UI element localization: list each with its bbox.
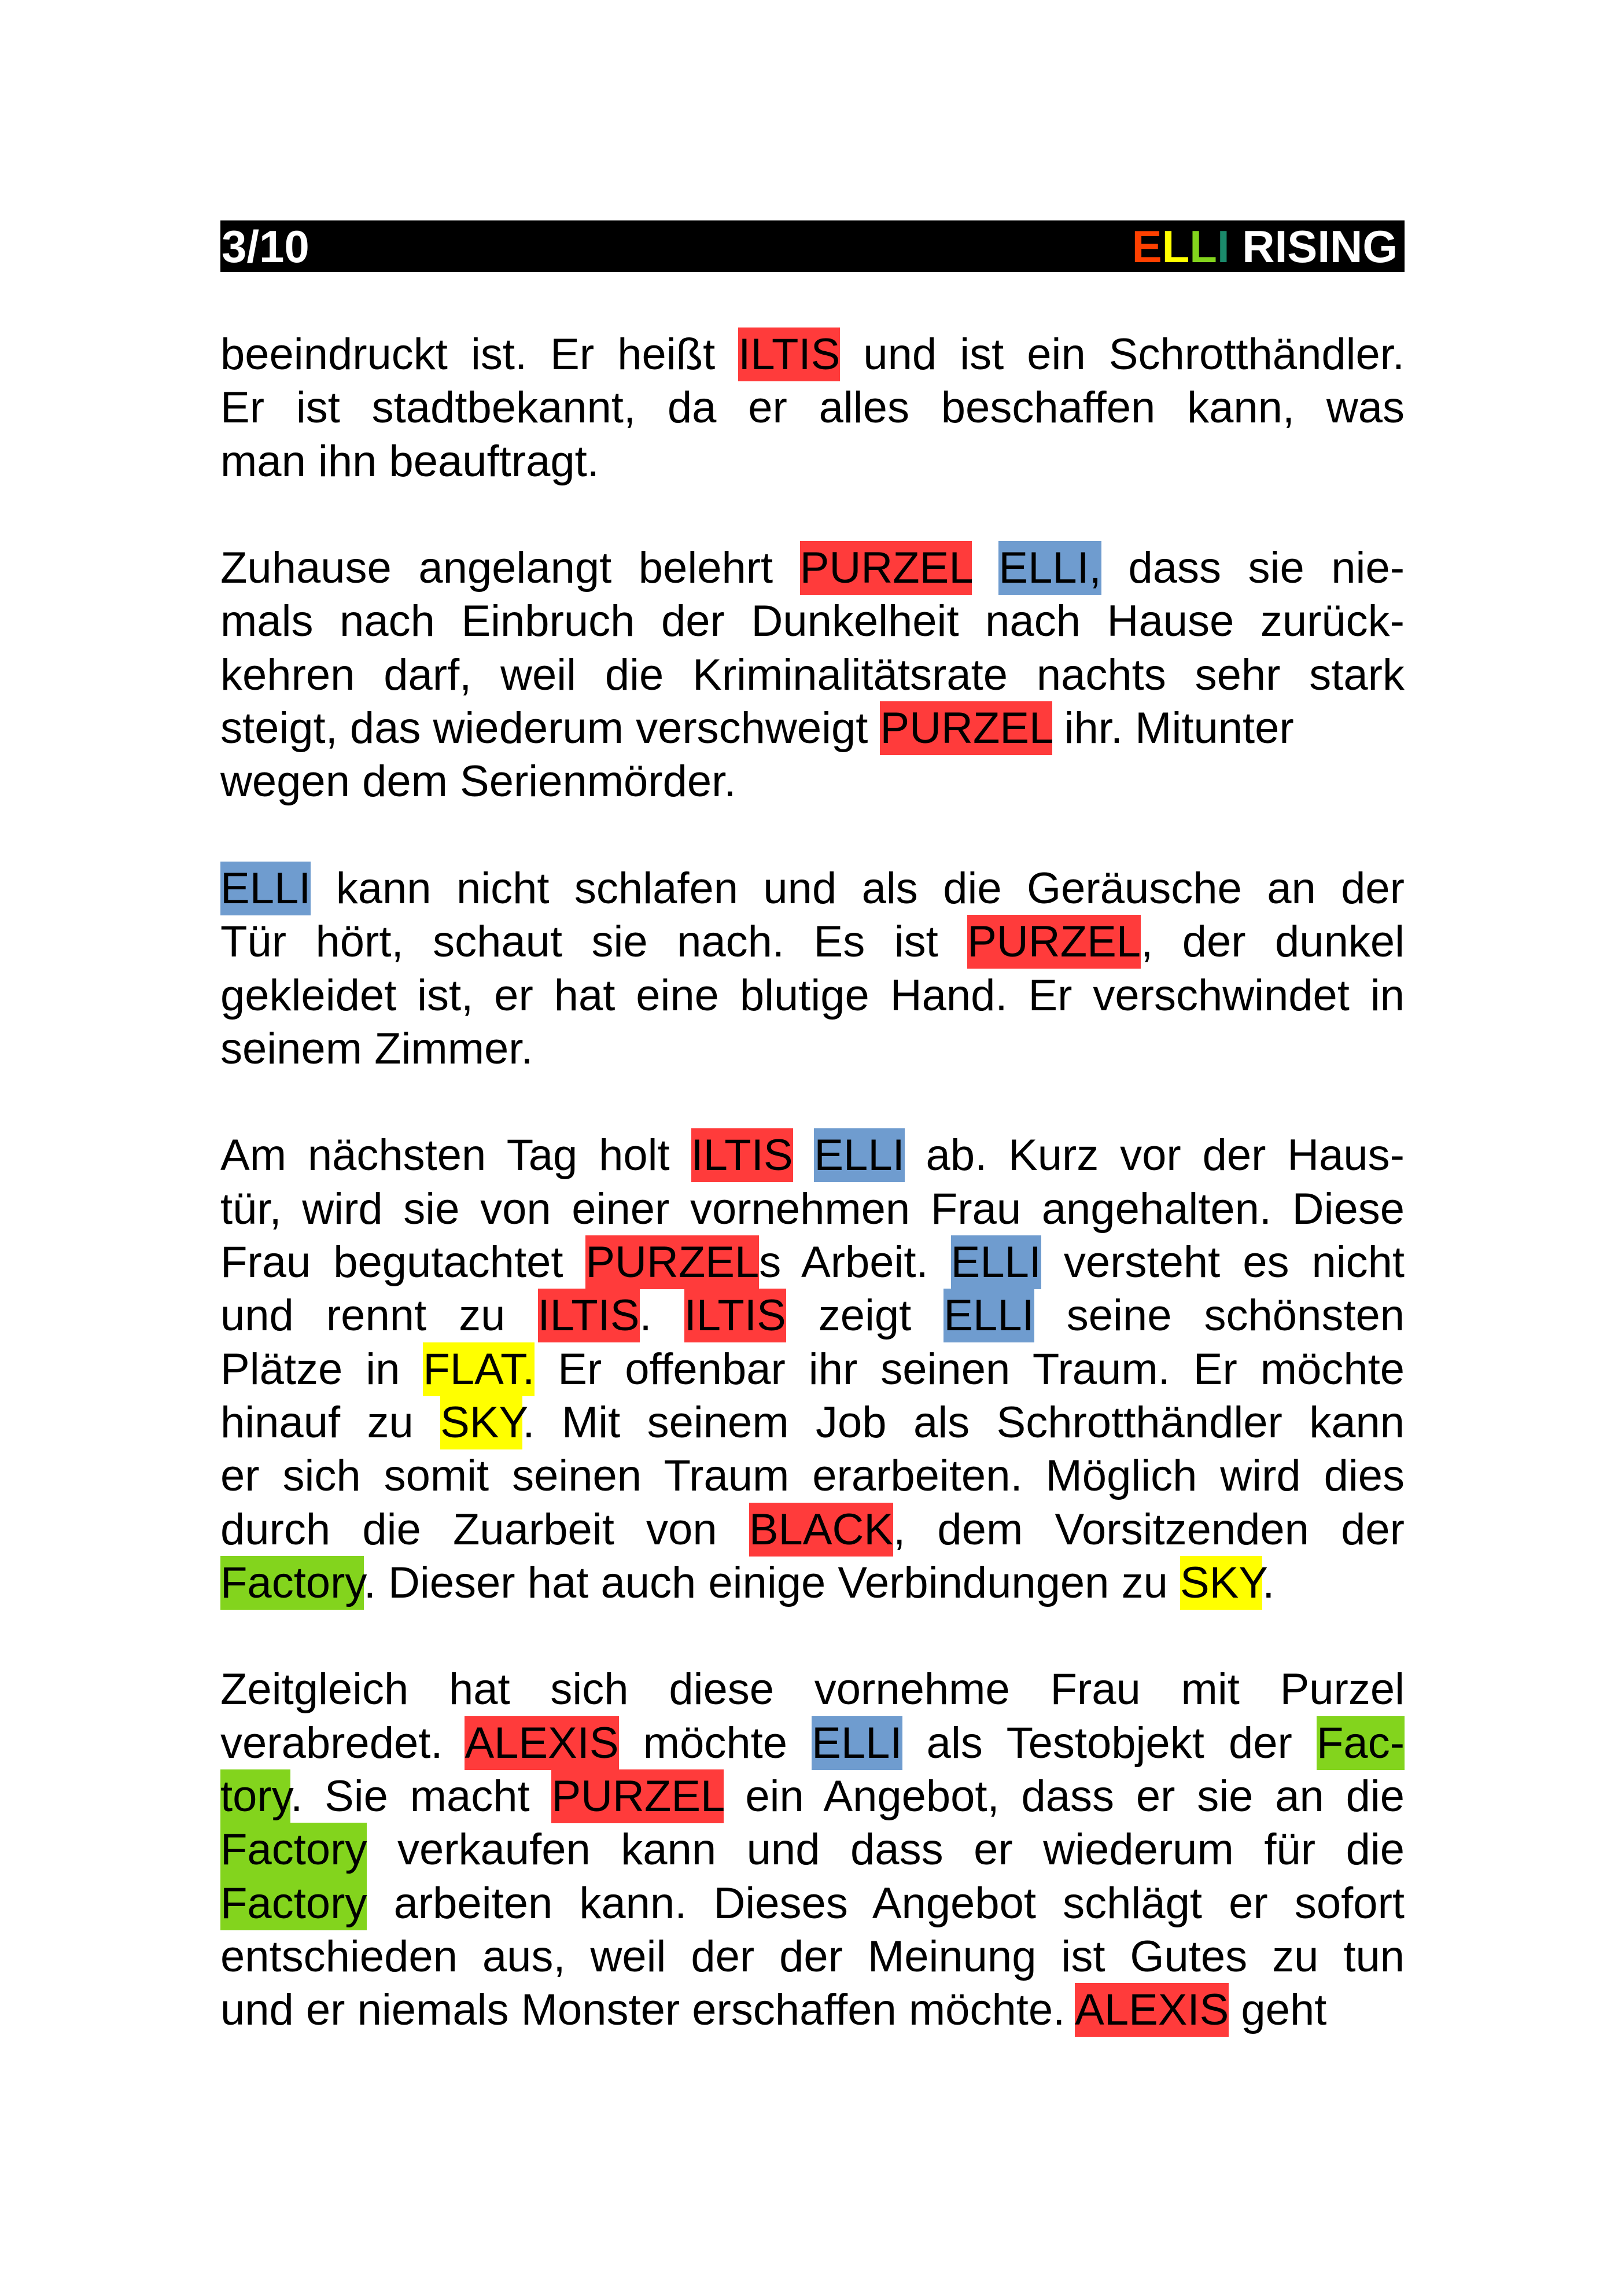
title-letter: L (1189, 220, 1217, 272)
text-line (220, 595, 1405, 648)
text-run (972, 543, 999, 593)
text-line (220, 1930, 1405, 1984)
text-run: . Mit seinem Job als Schrotthändler kann (522, 1397, 1405, 1447)
paragraph (220, 1129, 1405, 1610)
name-highlight-blue: ELLI (951, 1235, 1041, 1289)
text-run: entschieden aus, weil der der Meinung ist Gutes zu tun (220, 1931, 1405, 1981)
text-run: hinauf zu (220, 1397, 441, 1447)
text-run: zeigt (786, 1291, 944, 1341)
text-line (220, 1343, 1405, 1396)
name-highlight-red: PURZEL (585, 1235, 759, 1289)
text-line (220, 1984, 1405, 2037)
name-highlight-green: Factory (220, 1556, 364, 1610)
text-line (220, 1717, 1405, 1770)
text-run: gekleidet ist, er hat eine blutige Hand. Er verschwindet in (220, 970, 1405, 1020)
text-run: Er ist stadtbekannt, da er alles beschaffen kann, was (220, 383, 1405, 433)
name-highlight-green: tory (220, 1769, 290, 1823)
text-line (220, 1823, 1405, 1876)
text-run: und ist ein Schrotthändler. (840, 330, 1405, 379)
paragraph (220, 862, 1405, 1076)
text-run: kann nicht schlafen und als die Geräusche an der (311, 863, 1405, 913)
text-run: . (1262, 1558, 1275, 1607)
text-run: seine schönsten (1034, 1291, 1405, 1341)
text-line (220, 1236, 1405, 1289)
name-highlight-green: Fac- (1317, 1716, 1405, 1770)
text-run: ein Angebot, dass er sie an die (723, 1772, 1405, 1822)
paragraph (220, 1663, 1405, 2037)
text-run: Frau begutachtet (220, 1238, 586, 1287)
name-highlight-blue: ELLI (220, 862, 311, 915)
title-letter: RISING (1229, 220, 1398, 272)
text-run: ab. Kurz vor der Haus- (904, 1131, 1405, 1180)
text-run: und er niemals Monster erschaffen möchte. (220, 1985, 1075, 2035)
text-run: , dem Vorsitzenden der (893, 1504, 1405, 1554)
text-run: . Sie macht (290, 1772, 552, 1822)
text-run: durch die Zuarbeit von (220, 1504, 749, 1554)
name-highlight-yellow: SKY (440, 1396, 522, 1449)
text-run: , der dunkel (1141, 917, 1405, 967)
title-letter: E (1132, 220, 1162, 272)
text-line (220, 1503, 1405, 1557)
name-highlight-red: ALEXIS (465, 1716, 618, 1770)
document-body (220, 328, 1405, 2091)
name-highlight-yellow: SKY (1180, 1556, 1262, 1610)
text-run: mals nach Einbruch der Dunkelheit nach Hause zurück- (220, 597, 1405, 646)
text-run: verabredet. (220, 1718, 465, 1768)
name-highlight-red: BLACK (749, 1503, 893, 1557)
text-run: wegen dem Serienmörder. (220, 757, 736, 807)
text-run: möchte (618, 1718, 812, 1768)
name-highlight-red: ILTIS (538, 1289, 640, 1342)
name-highlight-red: ILTIS (691, 1128, 793, 1182)
text-line (220, 1877, 1405, 1930)
text-run: Am nächsten Tag holt (220, 1131, 691, 1180)
name-highlight-red: PURZEL (800, 541, 972, 595)
name-highlight-red: PURZEL (551, 1769, 723, 1823)
text-line (220, 915, 1405, 969)
title-letter: L (1162, 220, 1190, 272)
text-run: man ihn beauftragt. (220, 436, 599, 486)
text-run: arbeiten kann. Dieses Angebot schlägt er sofort (367, 1878, 1405, 1928)
text-run: er sich somit seinen Traum erarbeiten. Möglich wird dies (220, 1451, 1405, 1501)
name-highlight-green: Factory (220, 1876, 367, 1930)
text-run: als Testobjekt der (902, 1718, 1317, 1768)
text-run: . Dieser hat auch einige Verbindungen zu (363, 1558, 1180, 1607)
text-run: beeindruckt ist. Er heißt (220, 330, 739, 379)
text-run: verkaufen kann und dass er wiederum für die (367, 1825, 1405, 1875)
text-run: seinem Zimmer. (220, 1024, 533, 1073)
text-run: s Arbeit. (759, 1238, 951, 1287)
text-run: Zeitgleich hat sich diese vornehme Frau mit Purzel (220, 1665, 1405, 1714)
text-line (220, 542, 1405, 595)
name-highlight-blue: ELLI, (998, 541, 1101, 595)
text-run: Er offenbar ihr seinen Traum. Er möchte (535, 1344, 1405, 1394)
name-highlight-red: PURZEL (880, 701, 1052, 755)
paragraph (220, 328, 1405, 488)
text-line (220, 969, 1405, 1022)
text-run: versteht es nicht (1041, 1238, 1405, 1287)
name-highlight-blue: ELLI (814, 1128, 904, 1182)
text-line (220, 1183, 1405, 1236)
name-highlight-red: PURZEL (967, 915, 1141, 969)
text-run: dass sie nie- (1101, 543, 1405, 593)
name-highlight-red: ILTIS (684, 1289, 786, 1342)
name-highlight-red: ALEXIS (1075, 1983, 1229, 2037)
text-run: geht (1229, 1985, 1327, 2035)
text-line (220, 702, 1405, 755)
text-line (220, 1396, 1405, 1449)
text-run (793, 1131, 814, 1180)
text-run: tür, wird sie von einer vornehmen Frau angehalten. Diese (220, 1184, 1405, 1234)
text-run: Zuhause angelangt belehrt (220, 543, 800, 593)
text-line (220, 649, 1405, 702)
text-line (220, 381, 1405, 435)
name-highlight-red: ILTIS (738, 328, 840, 381)
page-header-bar (220, 220, 1405, 272)
name-highlight-yellow: FLAT. (423, 1342, 535, 1396)
text-line (220, 755, 1405, 808)
text-line (220, 1770, 1405, 1823)
text-run: ihr. Mitunter (1052, 704, 1294, 753)
text-line (220, 1449, 1405, 1503)
paragraph (220, 542, 1405, 808)
text-run: steigt, das wiederum verschweigt (220, 704, 880, 753)
text-line (220, 1129, 1405, 1182)
text-line (220, 435, 1405, 488)
text-run: und rennt zu (220, 1291, 538, 1341)
page-number: 3/10 (222, 220, 309, 272)
text-line (220, 862, 1405, 915)
name-highlight-green: Factory (220, 1823, 367, 1876)
name-highlight-blue: ELLI (943, 1289, 1034, 1342)
text-run: Tür hört, schaut sie nach. Es ist (220, 917, 968, 967)
text-run: kehren darf, weil die Kriminalitätsrate nachts sehr stark (220, 650, 1405, 700)
name-highlight-blue: ELLI (812, 1716, 902, 1770)
text-line (220, 1557, 1405, 1610)
text-line (220, 1022, 1405, 1076)
text-run: Plätze in (220, 1344, 423, 1394)
text-line (220, 1289, 1405, 1342)
text-line (220, 328, 1405, 381)
text-line (220, 1663, 1405, 1716)
book-title (1132, 220, 1398, 272)
text-run: . (639, 1291, 684, 1341)
title-letter: I (1217, 220, 1230, 272)
